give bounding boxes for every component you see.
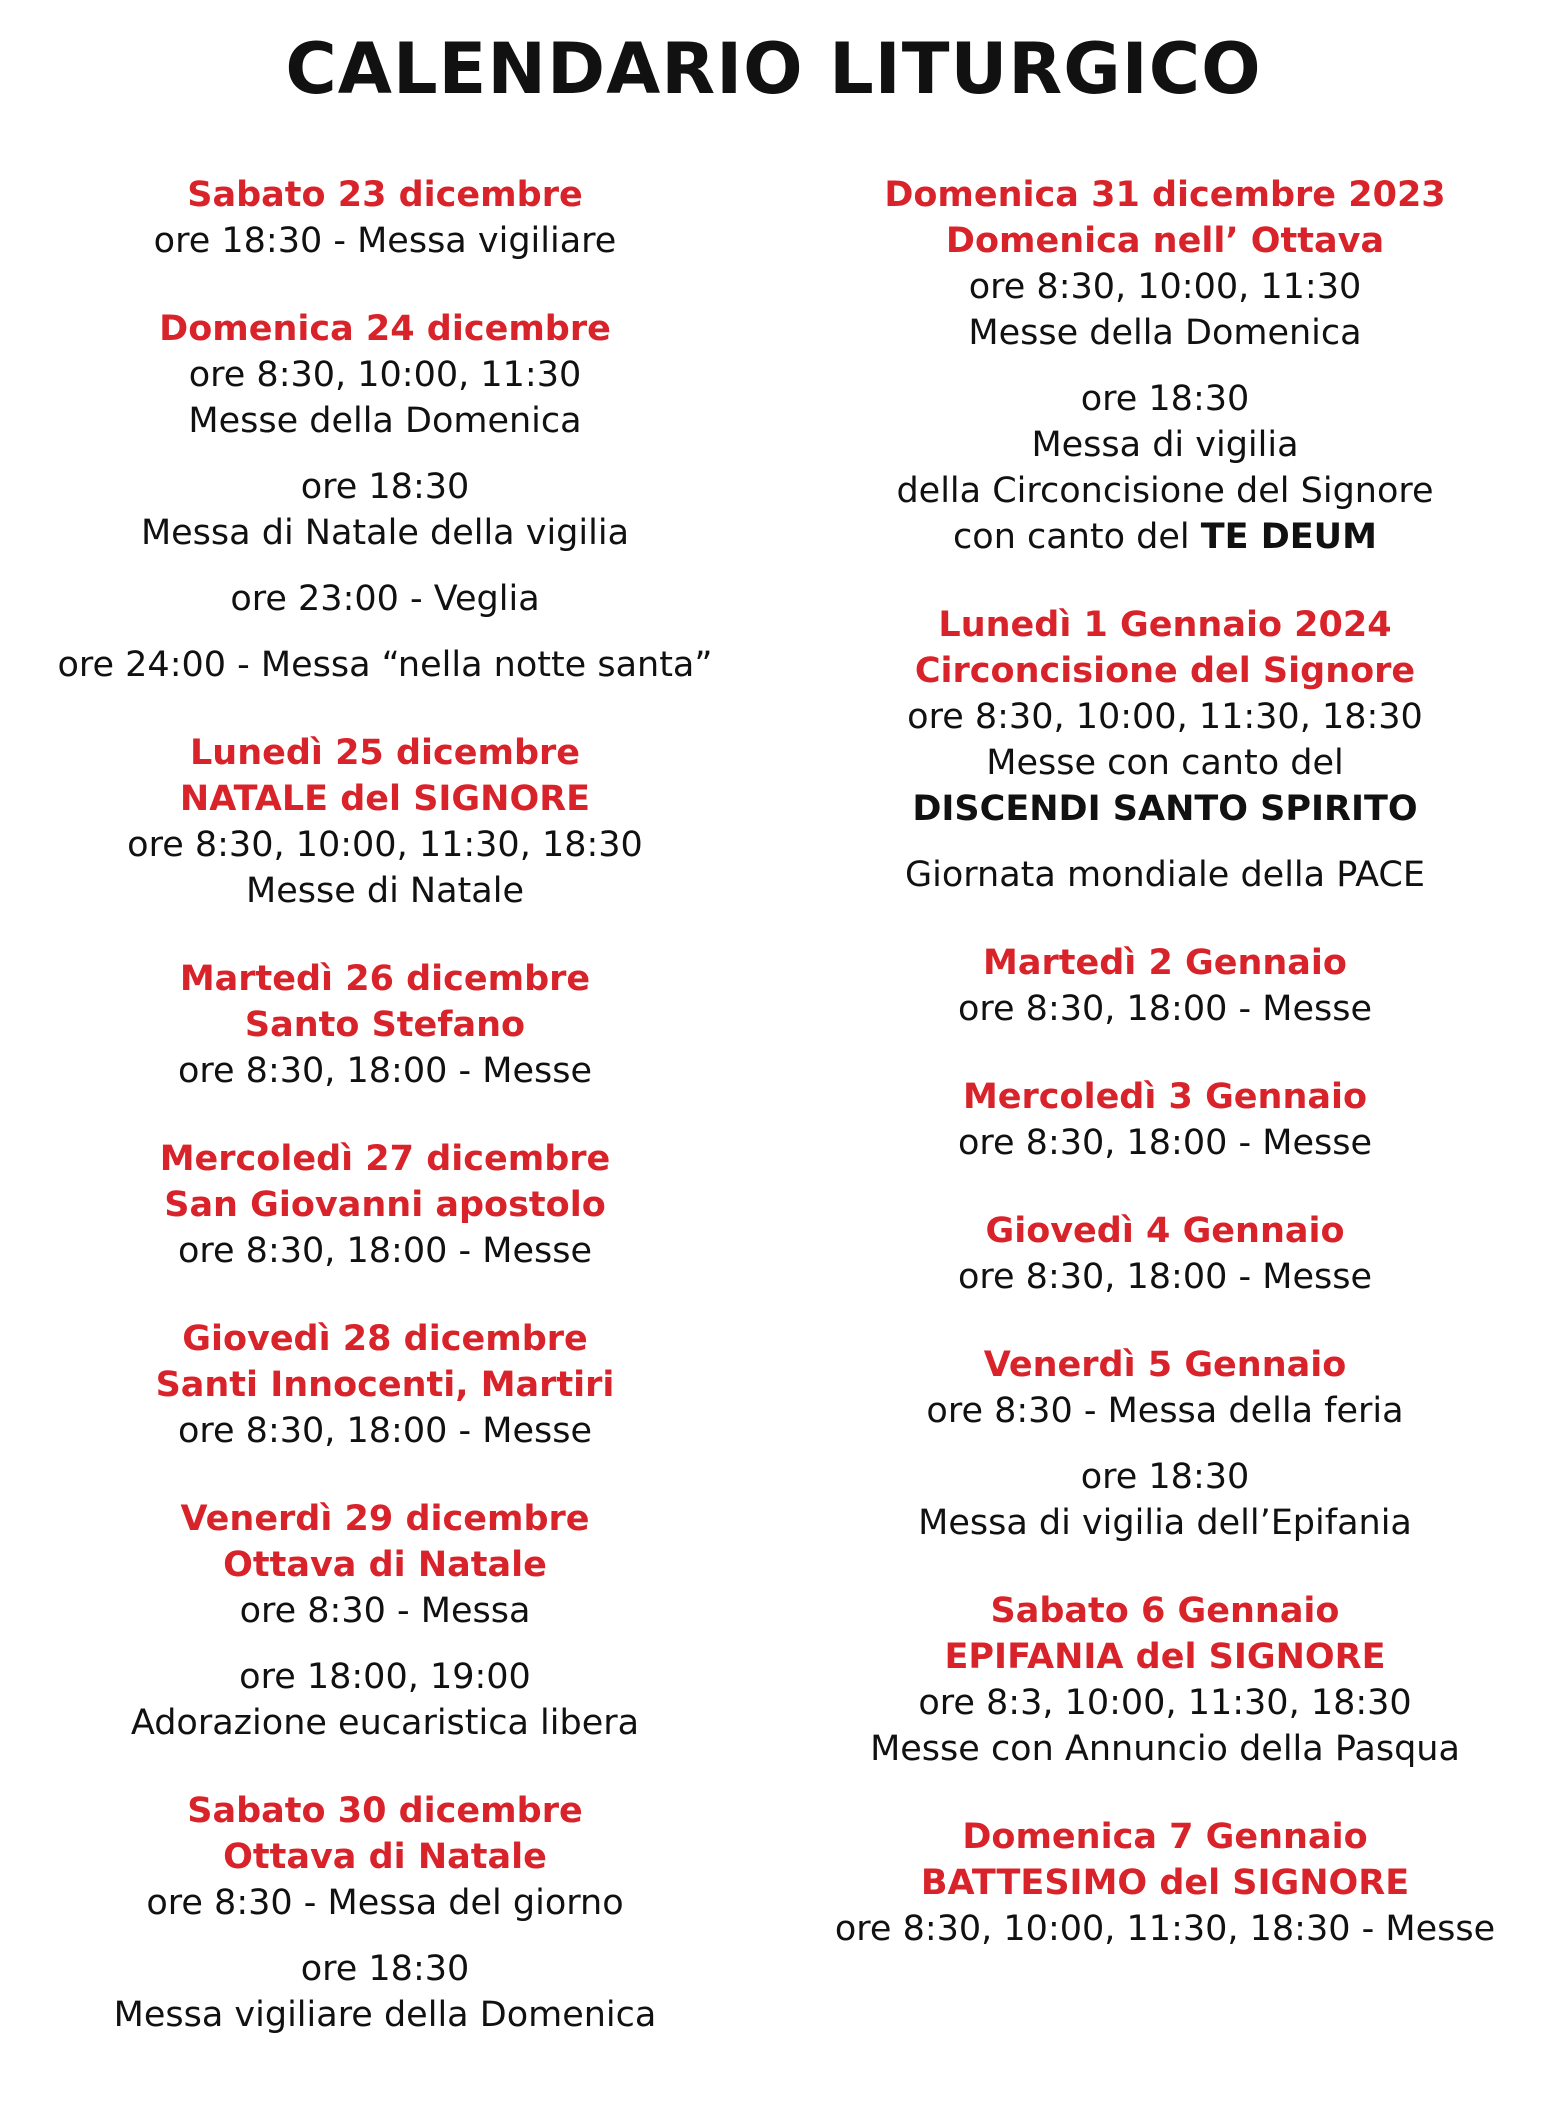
entry-heading: Sabato 30 dicembre [187, 1791, 583, 1831]
entry-line: ore 8:30, 18:00 - Messe [177, 1231, 593, 1271]
entry-line: Messa di Natale della vigilia [140, 513, 630, 553]
entry-subheading: Santo Stefano [244, 1005, 526, 1045]
entry-fri-29 [20, 1496, 750, 1746]
entry-line: Messa di vigilia [1031, 425, 1299, 465]
entry-thu-28 [20, 1316, 750, 1454]
entry-heading: Venerdì 29 dicembre [180, 1499, 590, 1539]
entry-line: ore 8:30 - Messa della feria [926, 1391, 1404, 1431]
entry-mon-25 [20, 730, 750, 914]
entry-line: ore 8:30, 18:00 - Messe [957, 989, 1373, 1029]
entry-subheading: NATALE del SIGNORE [179, 779, 591, 819]
te-deum-line [800, 514, 1530, 560]
entry-heading: Domenica 31 dicembre 2023 [884, 175, 1446, 215]
entry-line: Messa vigiliare della Domenica [113, 1995, 657, 2035]
entry-line: ore 8:30, 18:00 - Messe [957, 1257, 1373, 1297]
entry-line: Messa di vigilia dell’Epifania [918, 1503, 1412, 1543]
entry-line: Messe con canto del [986, 743, 1344, 783]
entry-sun-7 [800, 1814, 1530, 1952]
entry-heading: Sabato 6 Gennaio [990, 1591, 1340, 1631]
entry-heading: Lunedì 25 dicembre [189, 733, 581, 773]
entry-line: ore 18:30 [1080, 379, 1250, 419]
entry-bold-line: DISCENDI SANTO SPIRITO [912, 789, 1418, 829]
entry-line: Adorazione eucaristica libera [130, 1703, 640, 1743]
entry-line: ore 8:30, 10:00, 11:30, 18:30 [127, 825, 643, 865]
entry-heading: Lunedì 1 Gennaio 2024 [938, 605, 1392, 645]
entry-line: ore 8:3, 10:00, 11:30, 18:30 [918, 1683, 1412, 1723]
entry-sun-31 [800, 172, 1530, 560]
entry-line: Messe con Annuncio della Pasqua [870, 1729, 1460, 1769]
entry-wed-27 [20, 1136, 750, 1274]
entry-subheading: Domenica nell’ Ottava [945, 221, 1385, 261]
entry-line: ore 18:30 [1080, 1457, 1250, 1497]
entry-line: ore 8:30, 10:00, 11:30 [968, 267, 1362, 307]
entry-heading: Domenica 24 dicembre [159, 309, 611, 349]
entry-heading: Venerdì 5 Gennaio [983, 1345, 1347, 1385]
right-column [800, 172, 1530, 1952]
entry-sun-24 [20, 306, 750, 688]
entry-line: Giornata mondiale della PACE [905, 855, 1425, 895]
entry-fri-5 [800, 1342, 1530, 1546]
entry-heading: Domenica 7 Gennaio [962, 1817, 1368, 1857]
entry-line: ore 8:30 - Messa del giorno [146, 1883, 624, 1923]
entry-subheading: Ottava di Natale [223, 1545, 547, 1585]
entry-line: ore 18:30 [300, 1949, 470, 1989]
entry-sat-30 [20, 1788, 750, 2038]
entry-line: ore 18:30 [300, 467, 470, 507]
entry-subheading: Santi Innocenti, Martiri [155, 1365, 615, 1405]
entry-heading: Giovedì 4 Gennaio [985, 1211, 1345, 1251]
entry-line: ore 8:30, 18:00 - Messe [177, 1051, 593, 1091]
entry-line: ore 8:30, 10:00, 11:30 [188, 355, 582, 395]
entry-line: ore 8:30, 10:00, 11:30, 18:30 [907, 697, 1423, 737]
entry-tue-26 [20, 956, 750, 1094]
entry-subheading: EPIFANIA del SIGNORE [944, 1637, 1386, 1677]
entry-line: ore 24:00 - Messa “nella notte santa” [57, 645, 713, 685]
entry-sat-6 [800, 1588, 1530, 1772]
te-deum-prefix: con canto del [953, 517, 1201, 557]
entry-line: ore 8:30, 10:00, 11:30, 18:30 - Messe [834, 1909, 1496, 1949]
entry-line: Messe della Domenica [188, 401, 582, 441]
entry-line: ore 18:30 - Messa vigiliare [153, 221, 617, 261]
entry-line: Messe di Natale [246, 871, 524, 911]
entry-line: Messe della Domenica [968, 313, 1362, 353]
entry-thu-4 [800, 1208, 1530, 1300]
te-deum-bold: TE DEUM [1200, 517, 1377, 557]
entry-line: ore 8:30 - Messa [239, 1591, 531, 1631]
entry-heading: Mercoledì 3 Gennaio [962, 1077, 1368, 1117]
entry-line: della Circoncisione del Signore [896, 471, 1434, 511]
left-column [20, 172, 750, 2038]
entry-heading: Mercoledì 27 dicembre [159, 1139, 611, 1179]
entry-line: ore 23:00 - Veglia [230, 579, 540, 619]
entry-tue-2 [800, 940, 1530, 1032]
entry-line: ore 8:30, 18:00 - Messe [957, 1123, 1373, 1163]
entry-subheading: San Giovanni apostolo [164, 1185, 606, 1225]
entry-heading: Sabato 23 dicembre [187, 175, 583, 215]
entry-sat-23 [20, 172, 750, 264]
entry-heading: Martedì 26 dicembre [179, 959, 591, 999]
entry-heading: Giovedì 28 dicembre [182, 1319, 588, 1359]
entry-subheading: Ottava di Natale [223, 1837, 547, 1877]
entry-mon-1 [800, 602, 1530, 898]
entry-wed-3 [800, 1074, 1530, 1166]
entry-subheading: Circoncisione del Signore [914, 651, 1416, 691]
entry-subheading: BATTESIMO del SIGNORE [920, 1863, 1410, 1903]
entry-line: ore 8:30, 18:00 - Messe [177, 1411, 593, 1451]
entry-line: ore 18:00, 19:00 [239, 1657, 531, 1697]
page-title: CALENDARIO LITURGICO [285, 28, 1262, 110]
entry-heading: Martedì 2 Gennaio [983, 943, 1347, 983]
